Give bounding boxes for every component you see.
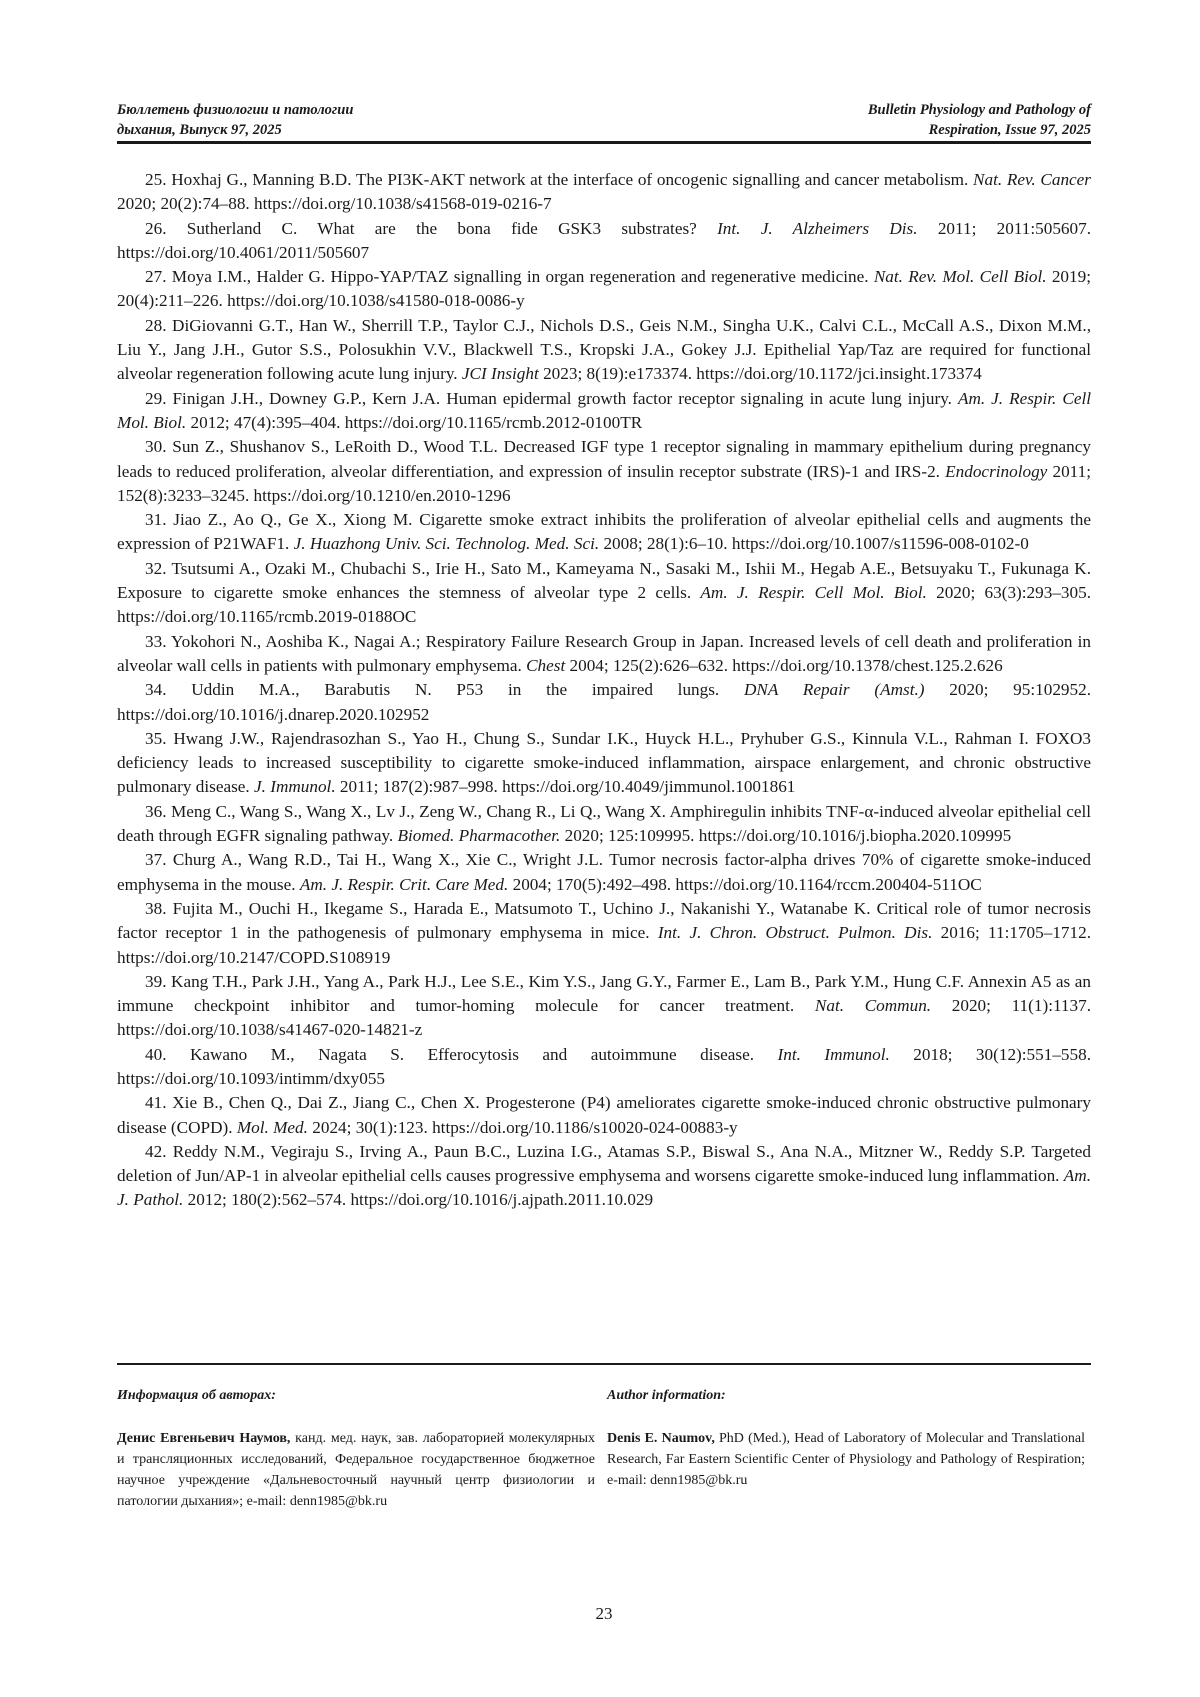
reference-details: 2023; 8(19):e173374. https://doi.org/10.1172/jci.insight.173374 [539, 364, 982, 383]
page-number: 23 [117, 1604, 1091, 1624]
reference-journal: Am. J. Respir. Cell Mol. Biol. [117, 389, 1091, 432]
reference-journal: Int. Immunol. [778, 1045, 890, 1064]
reference-journal: Nat. Rev. Mol. Cell Biol. [874, 267, 1047, 286]
reference-details: 2018; 30(12):551–558. https://doi.org/10.1093/intimm/dxy055 [117, 1045, 1091, 1088]
reference-journal: DNA Repair (Amst.) [744, 680, 925, 699]
reference-item [117, 168, 1091, 217]
reference-journal: J. Huazhong Univ. Sci. Technolog. Med. Sci. [294, 534, 600, 553]
author-name-en: Denis E. Naumov, [607, 1431, 715, 1446]
reference-item [117, 1043, 1091, 1092]
reference-item [117, 1140, 1091, 1213]
reference-text: 39. Kang T.H., Park J.H., Yang A., Park H.J., Lee S.E., Kim Y.S., Jang G.Y., Farmer E., Lam B., Park Y.M., Hung C.F. Annexin A5 as an immune checkpoint inhibitor and tumor-homing molecule for cancer treatment. [117, 972, 1091, 1015]
header-ru-line1: Бюллетень физиологии и патологии [117, 100, 353, 120]
reference-text: 27. Moya I.M., Halder G. Hippo-YAP/TAZ signalling in organ regeneration and regenerative medicine. [145, 267, 874, 286]
reference-details: 2008; 28(1):6–10. https://doi.org/10.1007/s11596-008-0102-0 [599, 534, 1029, 553]
reference-text: 28. DiGiovanni G.T., Han W., Sherrill T.P., Taylor C.J., Nichols D.S., Geis N.M., Singha U.K., Calvi C.L., McCall A.S., Dixon M.M., Liu Y., Jang J.H., Gutor S.S., Polosukhin V.V., Blackwell T.S., Kropski J.A., Gokey J.J. Epithelial Yap/Taz are required for functional alveolar regeneration following acute lung injury. [117, 316, 1091, 384]
reference-details: 2011; 2011:505607. https://doi.org/10.4061/2011/505607 [117, 219, 1091, 262]
reference-journal: Chest [526, 656, 565, 675]
author-info-en-text [607, 1428, 1085, 1491]
reference-journal: Endocrinology [945, 462, 1047, 481]
reference-item [117, 508, 1091, 557]
reference-text: 32. Tsutsumi A., Ozaki M., Chubachi S., Irie H., Sato M., Kameyama N., Sasaki M., Ishii M., Hegab A.E., Betsuyaku T., Fukunaga K. Exposure to cigarette smoke enhances the stemness of alveolar type 2 cells. [117, 559, 1091, 602]
reference-details: 2020; 63(3):293–305. https://doi.org/10.1165/rcmb.2019-0188OC [117, 583, 1091, 626]
reference-journal: J. Immunol. [254, 777, 336, 796]
reference-details: 2016; 11:1705–1712. https://doi.org/10.2147/COPD.S108919 [117, 923, 1091, 966]
authors-divider [117, 1363, 1091, 1365]
reference-details: 2004; 170(5):492–498. https://doi.org/10.1164/rccm.200404-511OC [508, 875, 981, 894]
reference-journal: Mol. Med. [237, 1118, 308, 1137]
reference-text: 35. Hwang J.W., Rajendrasozhan S., Yao H., Chung S., Sundar I.K., Huyck H.L., Pryhuber G.S., Kinnula V.L., Rahman I. FOXO3 deficiency leads to increased susceptibility to cigarette smoke-induced inflammation, airspace enlargement, and chronic obstructive pulmonary disease. [117, 729, 1091, 797]
reference-item [117, 217, 1091, 266]
header-journal-en [868, 100, 1091, 140]
reference-details: 2012; 47(4):395–404. https://doi.org/10.1165/rcmb.2012-0100TR [186, 413, 642, 432]
reference-item [117, 1091, 1091, 1140]
reference-text: 36. Meng C., Wang S., Wang X., Lv J., Zeng W., Chang R., Li Q., Wang X. Amphiregulin inhibits TNF-α-induced alveolar epithelial cell death through EGFR signaling pathway. [117, 802, 1091, 845]
reference-item [117, 630, 1091, 679]
reference-text: 26. Sutherland C. What are the bona fide GSK3 substrates? [145, 219, 717, 238]
reference-journal: JCI Insight [462, 364, 539, 383]
running-header [117, 100, 1091, 142]
reference-item [117, 970, 1091, 1043]
reference-item [117, 897, 1091, 970]
reference-details: 2011; 187(2):987–998. https://doi.org/10.4049/jimmunol.1001861 [336, 777, 796, 796]
reference-text: 34. Uddin M.A., Barabutis N. P53 in the impaired lungs. [145, 680, 744, 699]
reference-journal: Am. J. Respir. Crit. Care Med. [300, 875, 508, 894]
author-info-en [607, 1385, 1085, 1491]
author-info-ru-text [117, 1428, 595, 1512]
author-details-en: PhD (Med.), Head of Laboratory of Molecular and Translational Research, Far Eastern Scientific Center of Physiology and Pathology of Respiration; e-mail: denn1985@bk.ru [607, 1431, 1085, 1488]
reference-item [117, 727, 1091, 800]
reference-details: 2011; 152(8):3233–3245. https://doi.org/10.1210/en.2010-1296 [117, 462, 1091, 505]
reference-journal: Biomed. Pharmacother. [398, 826, 561, 845]
author-info-ru [117, 1385, 595, 1512]
reference-text: 41. Xie B., Chen Q., Dai Z., Jiang C., Chen X. Progesterone (P4) ameliorates cigarette smoke-induced chronic obstructive pulmonary disease (COPD). [117, 1093, 1091, 1136]
reference-item [117, 265, 1091, 314]
header-journal-ru [117, 100, 353, 140]
reference-details: 2020; 125:109995. https://doi.org/10.1016/j.biopha.2020.109995 [560, 826, 1011, 845]
reference-item [117, 678, 1091, 727]
reference-text: 33. Yokohori N., Aoshiba K., Nagai A.; Respiratory Failure Research Group in Japan. Increased levels of cell death and proliferation in alveolar wall cells in patients with pulmonary emphysema. [117, 632, 1091, 675]
header-en-line1: Bulletin Physiology and Pathology of [868, 100, 1091, 120]
header-en-line2: Respiration, Issue 97, 2025 [868, 120, 1091, 140]
reference-journal: Am. J. Pathol. [117, 1166, 1091, 1209]
header-ru-line2: дыхания, Выпуск 97, 2025 [117, 120, 353, 140]
reference-item [117, 800, 1091, 849]
reference-journal: Nat. Rev. Cancer [973, 170, 1091, 189]
reference-text: 31. Jiao Z., Ao Q., Ge X., Xiong M. Cigarette smoke extract inhibits the proliferation of alveolar epithelial cells and augments the expression of P21WAF1. [117, 510, 1091, 553]
reference-item [117, 314, 1091, 387]
reference-item [117, 848, 1091, 897]
reference-list [117, 168, 1091, 1213]
reference-text: 29. Finigan J.H., Downey G.P., Kern J.A. Human epidermal growth factor receptor signaling in acute lung injury. [145, 389, 958, 408]
author-info-ru-title: Информация об авторах: [117, 1385, 595, 1406]
reference-text: 25. Hoxhaj G., Manning B.D. The PI3K-AKT network at the interface of oncogenic signalling and cancer metabolism. [145, 170, 973, 189]
reference-text: 37. Churg A., Wang R.D., Tai H., Wang X., Xie C., Wright J.L. Tumor necrosis factor-alpha drives 70% of cigarette smoke-induced emphysema in the mouse. [117, 850, 1091, 893]
author-name-ru: Денис Евгеньевич Наумов, [117, 1431, 290, 1446]
page [117, 0, 1091, 1697]
reference-details: 2020; 11(1):1137. https://doi.org/10.1038/s41467-020-14821-z [117, 996, 1091, 1039]
reference-journal: Int. J. Alzheimers Dis. [717, 219, 917, 238]
header-divider [117, 141, 1091, 144]
reference-item [117, 435, 1091, 508]
reference-details: 2024; 30(1):123. https://doi.org/10.1186/s10020-024-00883-y [308, 1118, 738, 1137]
reference-details: 2020; 20(2):74–88. https://doi.org/10.1038/s41568-019-0216-7 [117, 194, 552, 213]
author-details-ru: канд. мед. наук, зав. лабораторией молекулярных и трансляционных исследований, Федеральное государственное бюджетное научное учреждение «Дальневосточный научный центр физиологии и патологии дыхания»; e-mail: denn1985@bk.ru [117, 1431, 595, 1509]
reference-item [117, 557, 1091, 630]
reference-journal: Am. J. Respir. Cell Mol. Biol. [700, 583, 926, 602]
author-info-en-title: Author information: [607, 1385, 1085, 1406]
reference-details: 2019; 20(4):211–226. https://doi.org/10.1038/s41580-018-0086-y [117, 267, 1091, 310]
reference-details: 2020; 95:102952. https://doi.org/10.1016/j.dnarep.2020.102952 [117, 680, 1091, 723]
reference-journal: Nat. Commun. [815, 996, 931, 1015]
reference-details: 2004; 125(2):626–632. https://doi.org/10.1378/chest.125.2.626 [565, 656, 1002, 675]
reference-text: 30. Sun Z., Shushanov S., LeRoith D., Wood T.L. Decreased IGF type 1 receptor signaling in mammary epithelium during pregnancy leads to reduced proliferation, alveolar differentiation, and expression of insulin receptor substrate (IRS)-1 and IRS-2. [117, 437, 1091, 480]
reference-journal: Int. J. Chron. Obstruct. Pulmon. Dis. [658, 923, 933, 942]
reference-text: 40. Kawano M., Nagata S. Efferocytosis and autoimmune disease. [145, 1045, 778, 1064]
reference-item [117, 387, 1091, 436]
reference-details: 2012; 180(2):562–574. https://doi.org/10.1016/j.ajpath.2011.10.029 [183, 1190, 653, 1209]
reference-text: 38. Fujita M., Ouchi H., Ikegame S., Harada E., Matsumoto T., Uchino J., Nakanishi Y., Watanabe K. Critical role of tumor necrosis factor receptor 1 in the pathogenesis of pulmonary emphysema in mice. [117, 899, 1091, 942]
reference-text: 42. Reddy N.M., Vegiraju S., Irving A., Paun B.C., Luzina I.G., Atamas S.P., Biswal S., Ana N.A., Mitzner W., Reddy S.P. Targeted deletion of Jun/AP-1 in alveolar epithelial cells causes progressive emphysema and worsens cigarette smoke-induced lung inflammation. [117, 1142, 1091, 1185]
